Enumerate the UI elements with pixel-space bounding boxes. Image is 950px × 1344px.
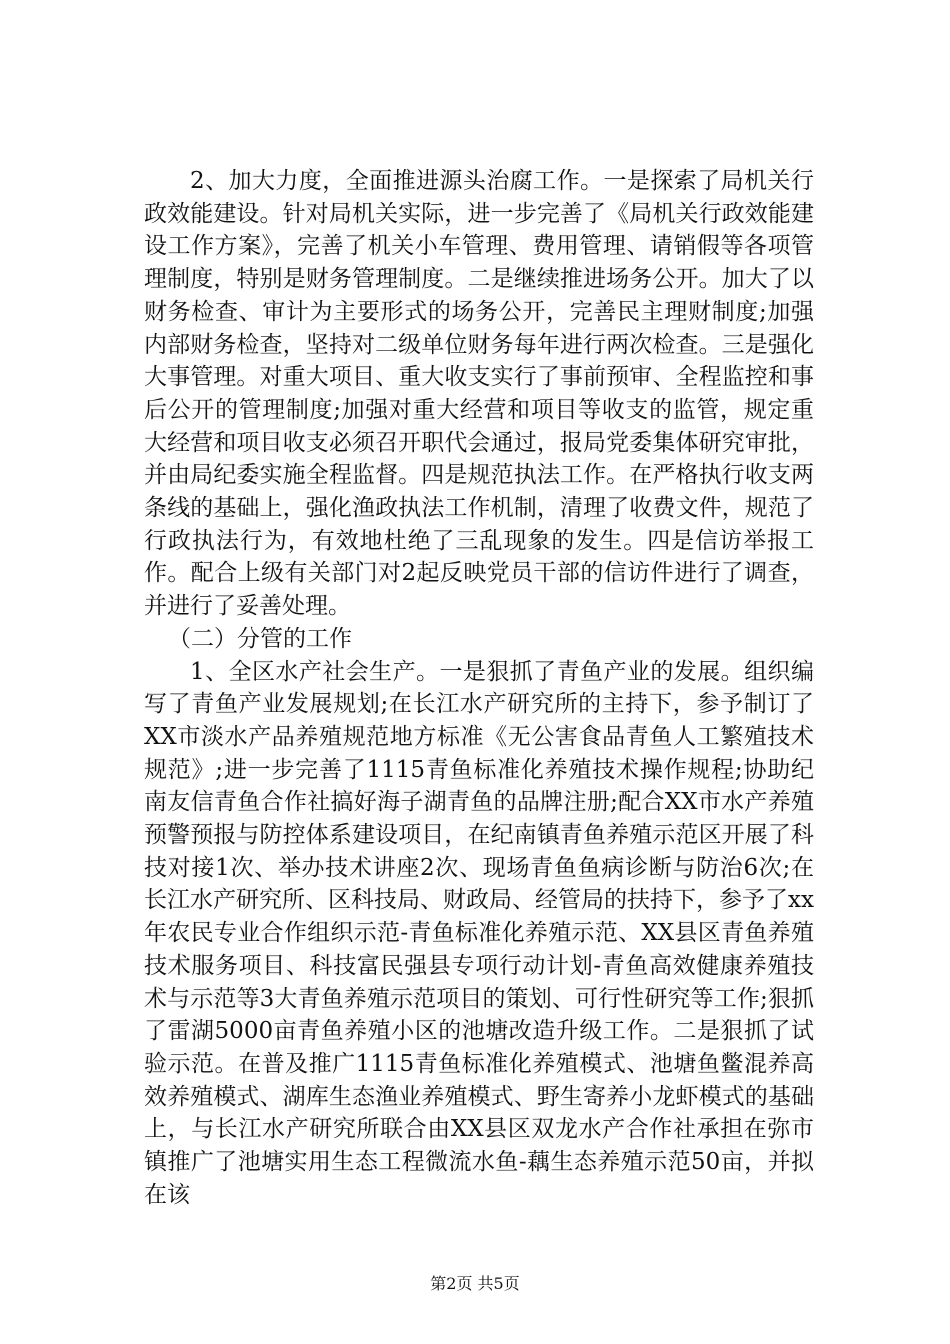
section-heading-managed-work: （二）分管的工作 [168,625,352,652]
paragraph-source-anticorruption: 2、加大力度，全面推进源头治腐工作。一是探索了局机关行政效能建设。针对局机关实际，进一步完善了《局机关行政效能建设工作方案》，完善了机关小车管理、费用管理、请销假等各项管理制度，特别是财务管理制度。二是继续推进场务公开。加大了以财务检查、审计为主要形式的场务公开，完善民主理财制度;加强内部财务检查，坚持对二级单位财务每年进行两次检查。三是强化大事管理。对重大项目、重大收支实行了事前预审、全程监控和事后公开的管理制度;加强对重大经营和项目等收支的监管，规定重大经营和项目收支必须召开职代会通过，报局党委集体研究审批，并由局纪委实施全程监督。四是规范执法工作。在严格执行收支两条线的基础上，强化渔政执法工作机制，清理了收费文件，规范了行政执法行为，有效地杜绝了三乱现象的发生。四是信访举报工作。配合上级有关部门对2起反映党员干部的信访件进行了调查，并进行了妥善处理。 [144,168,814,620]
document-body [144,165,814,1212]
page-footer: 第2页 共5页 [430,1274,520,1293]
paragraph-aquaculture-production: 1、全区水产社会生产。一是狠抓了青鱼产业的发展。组织编写了青鱼产业发展规划;在长江水产研究所的主持下，参予制订了XX市淡水产品养殖规范地方标准《无公害食品青鱼人工繁殖技术规范》;进一步完善了1115青鱼标准化养殖技术操作规程;协助纪南友信青鱼合作社搞好海子湖青鱼的品牌注册;配合XX市水产养殖预警预报与防控体系建设项目，在纪南镇青鱼养殖示范区开展了科技对接1次、举办技术讲座2次、现场青鱼鱼病诊断与防治6次;在长江水产研究所、区科技局、财政局、经管局的扶持下，参予了xx年农民专业合作组织示范-青鱼标准化养殖示范、XX县区青鱼养殖技术服务项目、科技富民强县专项行动计划-青鱼高效健康养殖技术与示范等3大青鱼养殖示范项目的策划、可行性研究等工作;狠抓了雷湖5000亩青鱼养殖小区的池塘改造升级工作。二是狠抓了试验示范。在普及推广1115青鱼标准化养殖模式、池塘鱼鳖混养高效养殖模式、湖库生态渔业养殖模式、野生寄养小龙虾模式的基础上，与长江水产研究所联合由XX县区双龙水产合作社承担在弥市镇推广了池塘实用生态工程微流水鱼-藕生态养殖示范50亩，并拟在该 [144,658,814,1208]
